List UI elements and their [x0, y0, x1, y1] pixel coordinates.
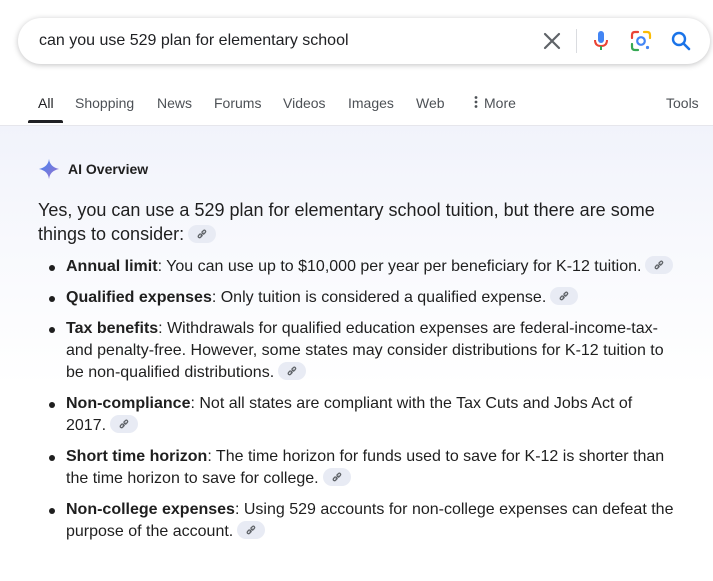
- item-term: Short time horizon: [66, 448, 208, 465]
- ai-overview-header: [38, 158, 148, 180]
- intro-text: Yes, you can use a 529 plan for elementary school tuition, but there are some things to consider:: [38, 200, 655, 244]
- voice-search-button[interactable]: [587, 27, 615, 55]
- ai-overview-panel: [0, 126, 713, 581]
- item-text: : You can use up to $10,000 per year per beneficiary for K-12 tuition.: [157, 258, 642, 275]
- list-item: [66, 256, 676, 278]
- search-icon: [669, 29, 693, 53]
- tab-news[interactable]: News: [157, 95, 193, 111]
- source-link-chip[interactable]: [645, 256, 673, 274]
- list-item: [66, 318, 676, 384]
- active-tab-indicator: [28, 120, 63, 123]
- item-text: : Withdrawals for qualified education expenses are federal-income-tax- and penalty-free. However, some states may consider distributions for K-12 tuition to be non-qualified distributions.: [66, 320, 664, 381]
- tab-more-label: More: [484, 95, 516, 111]
- mic-icon: [589, 29, 613, 53]
- link-icon: [118, 418, 130, 430]
- link-icon: [558, 290, 570, 302]
- source-link-chip[interactable]: [110, 415, 138, 433]
- ai-overview-intro: [38, 198, 678, 246]
- tab-images[interactable]: Images: [348, 95, 394, 111]
- sparkle-icon: [38, 158, 60, 180]
- source-link-chip[interactable]: [323, 468, 351, 486]
- list-item: [66, 446, 676, 490]
- clear-search-button[interactable]: [538, 27, 566, 55]
- item-text: : Only tuition is considered a qualified expense.: [211, 289, 547, 306]
- search-tabs: [0, 90, 713, 126]
- list-item: [66, 499, 676, 543]
- link-icon: [245, 524, 257, 536]
- tab-web[interactable]: Web: [416, 95, 445, 111]
- list-item: [66, 393, 676, 437]
- source-link-chip[interactable]: [188, 225, 216, 243]
- search-input[interactable]: can you use 529 plan for elementary school: [39, 32, 349, 49]
- search-bar-divider: [576, 29, 577, 53]
- ai-overview-list: [66, 256, 676, 552]
- tab-shopping[interactable]: Shopping: [75, 95, 135, 111]
- tab-all[interactable]: All: [38, 95, 54, 111]
- tab-more[interactable]: [474, 95, 516, 111]
- item-term: Non-compliance: [66, 395, 191, 412]
- tools-button[interactable]: Tools: [666, 95, 699, 111]
- lens-search-button[interactable]: [627, 27, 655, 55]
- link-icon: [653, 259, 665, 271]
- item-text: : The time horizon for funds used to save for K-12 is shorter than the time horizon to save for college.: [66, 448, 665, 487]
- link-icon: [196, 228, 208, 240]
- more-vert-icon: [474, 95, 478, 109]
- link-icon: [331, 471, 343, 483]
- tab-videos[interactable]: Videos: [283, 95, 326, 111]
- item-term: Tax benefits: [66, 320, 159, 337]
- link-icon: [286, 365, 298, 377]
- search-button[interactable]: [667, 27, 695, 55]
- source-link-chip[interactable]: [550, 287, 578, 305]
- ai-overview-title: AI Overview: [68, 161, 149, 177]
- close-icon: [540, 29, 564, 53]
- item-term: Non-college expenses: [66, 501, 235, 518]
- item-term: Annual limit: [66, 258, 158, 275]
- list-item: [66, 287, 676, 309]
- search-bar[interactable]: [18, 18, 710, 64]
- lens-icon: [629, 29, 653, 53]
- tab-forums[interactable]: Forums: [214, 95, 262, 111]
- item-text: : Not all states are compliant with the Tax Cuts and Jobs Act of 2017.: [66, 395, 633, 434]
- source-link-chip[interactable]: [237, 521, 265, 539]
- item-term: Qualified expenses: [66, 289, 212, 306]
- item-text: : Using 529 accounts for non-college expenses can defeat the purpose of the account.: [66, 501, 674, 540]
- source-link-chip[interactable]: [278, 362, 306, 380]
